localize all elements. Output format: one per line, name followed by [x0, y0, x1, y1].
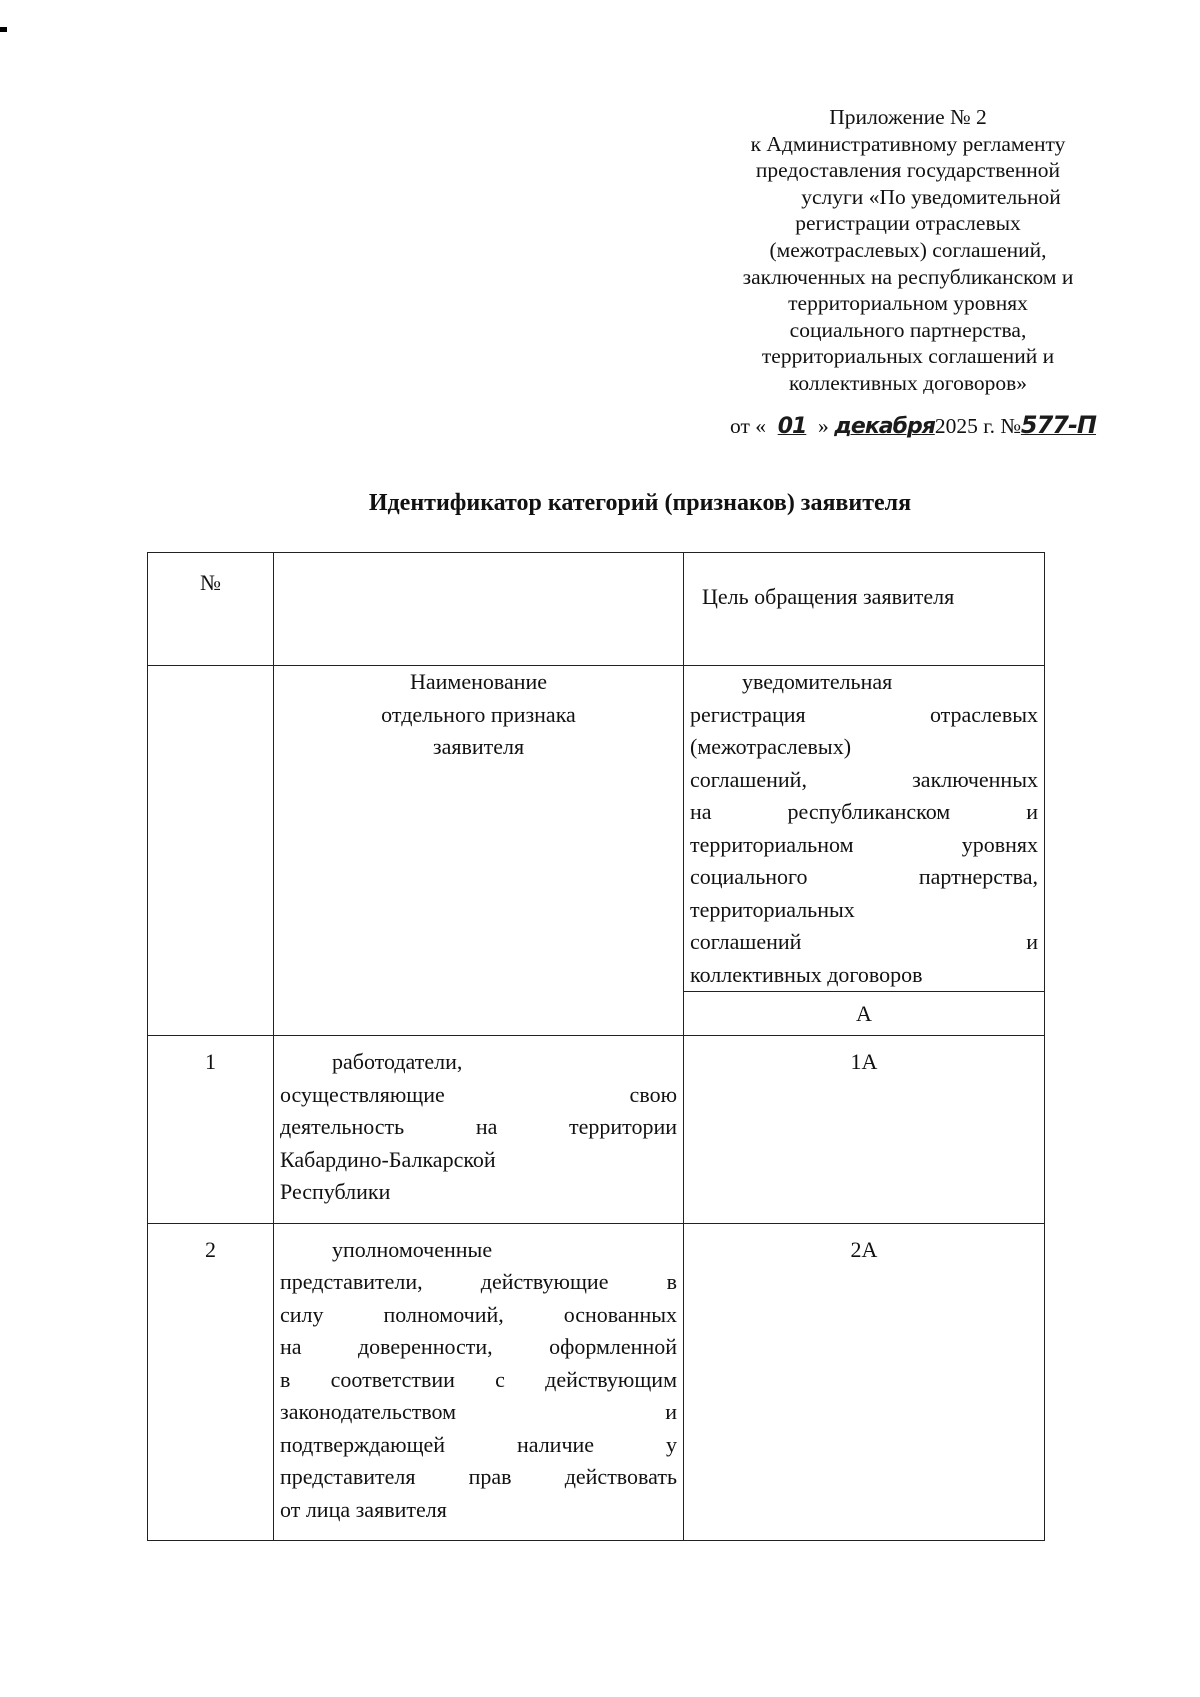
- handwritten-doc-number: 577-П: [1020, 411, 1097, 439]
- appendix-line: социального партнерства,: [789, 317, 1027, 342]
- date-year: 2025 г. №: [934, 414, 1021, 438]
- row-name-line: деятельность на территории: [280, 1114, 677, 1139]
- appendix-line: регистрации отраслевых: [795, 211, 1021, 236]
- appendix-line: заключенных на республиканском и: [742, 264, 1074, 289]
- row-name-line: представители, действующие в: [280, 1269, 677, 1294]
- row-name-line: Кабардино-Балкарской: [280, 1146, 496, 1172]
- appendix-line: территориальном уровнях: [788, 291, 1028, 316]
- appendix-line: к Административному регламенту: [750, 131, 1066, 156]
- goal-desc-line: коллективных договоров: [690, 961, 923, 987]
- goal-desc-line: (межотраслевых): [690, 734, 852, 759]
- header-number-cell: №: [148, 553, 274, 666]
- appendix-header: [718, 104, 1098, 397]
- handwritten-day: 01: [777, 414, 807, 439]
- row-name-cell: [274, 1223, 684, 1541]
- header-goal-cell: Цель обращения заявителя: [684, 553, 1045, 666]
- subheader-empty-cell: [148, 666, 274, 1036]
- table-header-row: [148, 553, 1045, 666]
- row-name-line: Республики: [280, 1179, 391, 1204]
- date-quote-close: »: [818, 414, 829, 438]
- name-header-line: отдельного признака: [381, 701, 576, 727]
- goal-desc-line: соглашений, заключенных: [690, 766, 1038, 792]
- row-name-line: работодатели,: [332, 1049, 463, 1074]
- header-empty-cell: [274, 553, 684, 666]
- goal-desc-line: регистрация отраслевых: [690, 701, 1038, 727]
- goal-desc-line: территориальных: [690, 896, 855, 922]
- row-number-cell: 2: [148, 1223, 274, 1541]
- table-subheader-row: [148, 666, 1045, 992]
- appendix-line: услуги «По уведомительной: [801, 184, 1061, 209]
- row-name-line: в соответствии с действующим: [280, 1366, 677, 1392]
- goal-desc-line: соглашений и: [690, 929, 1038, 954]
- row-name-line: осуществляющие свою: [280, 1081, 677, 1107]
- document-title: Идентификатор категорий (признаков) заявителя: [368, 490, 912, 516]
- goal-code-cell: А: [684, 992, 1045, 1036]
- row-name-line: подтверждающей наличие у: [280, 1431, 677, 1457]
- row-name-line: от лица заявителя: [280, 1496, 447, 1522]
- goal-description-cell: [684, 666, 1045, 992]
- row-number-cell: 1: [148, 1036, 274, 1224]
- row-name-line: законодательством и: [280, 1399, 677, 1424]
- appendix-line: (межотраслевых) соглашений,: [769, 237, 1047, 262]
- row-name-cell: [274, 1036, 684, 1224]
- appendix-line: предоставления государственной: [755, 158, 1061, 183]
- goal-desc-line: социального партнерства,: [690, 864, 1038, 889]
- row-name-line: силу полномочий, основанных: [280, 1301, 677, 1327]
- appendix-line: территориальных соглашений и: [761, 344, 1055, 369]
- goal-desc-line: уведомительная: [742, 669, 893, 694]
- appendix-line: Приложение № 2: [829, 105, 987, 129]
- handwritten-month: декабря: [834, 414, 935, 439]
- row-name-line: уполномоченные: [332, 1236, 493, 1262]
- name-header-line: заявителя: [432, 734, 525, 759]
- applicant-category-table: [147, 552, 1045, 1541]
- row-code-cell: 2А: [684, 1223, 1045, 1541]
- row-name-line: представителя прав действовать: [280, 1464, 677, 1489]
- scan-mark: [0, 27, 7, 32]
- row-code-cell: 1А: [684, 1036, 1045, 1224]
- name-header-cell: [274, 666, 684, 1036]
- goal-desc-line: на республиканском и: [690, 799, 1038, 824]
- row-name-line: на доверенности, оформленной: [280, 1334, 677, 1359]
- name-header-line: Наименование: [409, 669, 548, 694]
- approval-date-line: [730, 410, 1096, 442]
- goal-desc-line: территориальном уровнях: [690, 831, 1038, 857]
- table-row: [148, 1223, 1045, 1541]
- date-prefix: от «: [730, 414, 766, 438]
- table-row: [148, 1036, 1045, 1224]
- appendix-line: коллективных договоров»: [789, 370, 1027, 395]
